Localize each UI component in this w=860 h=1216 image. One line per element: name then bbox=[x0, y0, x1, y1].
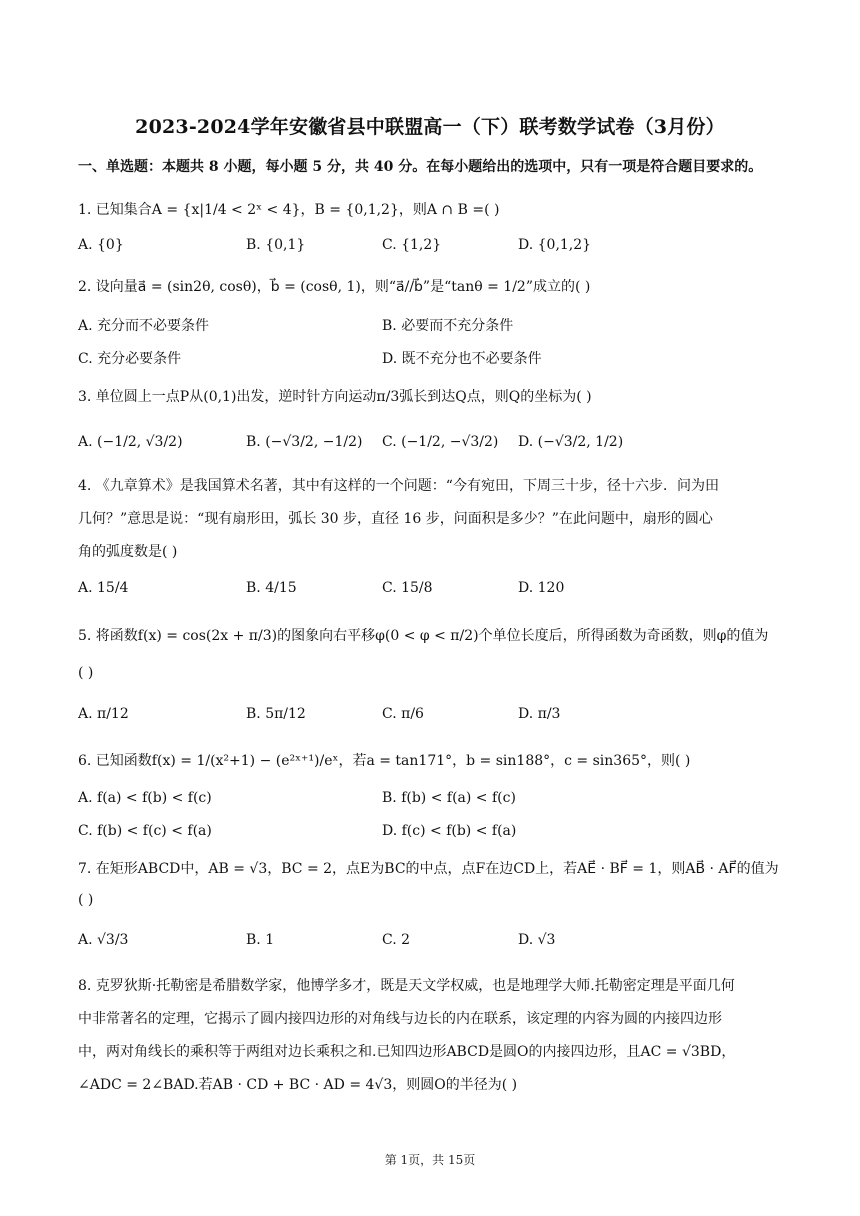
q5-option-d: D. π/3 bbox=[518, 706, 561, 722]
question-7-line-2: ( ) bbox=[78, 892, 94, 908]
question-1-line-1: 1. 已知集合A = {x|1/4 < 2ˣ < 4}，B = {0,1,2}，则A ∩ B =( ) bbox=[78, 202, 500, 218]
question-4-line-2: 几何？”意思是说：“现有扇形田，弧长 30 步，直径 16 步，问面积是多少？”在此问题中，扇形的圆心 bbox=[78, 511, 713, 527]
question-2-line-1: 2. 设向量a⃗ = (sin2θ, cosθ)，b⃗ = (cosθ, 1)，则“a⃗//b⃗”是“tanθ = 1/2”成立的( ) bbox=[78, 279, 591, 295]
q6-option-c: C. f(b) < f(c) < f(a) bbox=[78, 823, 212, 839]
q4-option-c: C. 15/8 bbox=[382, 580, 433, 596]
q6-option-a: A. f(a) < f(b) < f(c) bbox=[78, 790, 212, 806]
question-3-line-1: 3. 单位圆上一点P从(0,1)出发，逆时针方向运动π/3弧长到达Q点，则Q的坐标为( ) bbox=[78, 389, 592, 405]
q3-option-c: C. (−1/2, −√3/2) bbox=[382, 434, 499, 450]
q5-option-c: C. π/6 bbox=[382, 706, 424, 722]
q5-option-a: A. π/12 bbox=[78, 706, 129, 722]
section-heading: 一、单选题：本题共 8 小题，每小题 5 分，共 40 分。在每小题给出的选项中，只有一项是符合题目要求的。 bbox=[78, 159, 763, 175]
question-8-line-3: 中，两对角线长的乘积等于两组对边长乘积之和.已知四边形ABCD是圆O的内接四边形，且AC = √3BD， bbox=[78, 1044, 736, 1060]
q1-option-b: B. {0,1} bbox=[246, 237, 306, 253]
q4-option-a: A. 15/4 bbox=[78, 580, 129, 596]
q7-option-b: B. 1 bbox=[246, 932, 275, 948]
q4-option-d: D. 120 bbox=[518, 580, 565, 596]
question-4-line-1: 4. 《九章算术》是我国算术名著，其中有这样的一个问题：“今有宛田，下周三十步，径十六步．问为田 bbox=[78, 478, 719, 494]
q1-option-a: A. {0} bbox=[78, 237, 124, 253]
q7-option-a: A. √3/3 bbox=[78, 932, 129, 948]
question-5-line-2: ( ) bbox=[78, 665, 94, 681]
question-5-line-1: 5. 将函数f(x) = cos(2x + π/3)的图象向右平移φ(0 < φ < π/2)个单位长度后，所得函数为奇函数，则φ的值为 bbox=[78, 628, 769, 644]
q3-option-d: D. (−√3/2, 1/2) bbox=[518, 434, 624, 450]
question-4-line-3: 角的弧度数是( ) bbox=[78, 544, 178, 560]
question-6-line-1: 6. 已知函数f(x) = 1/(x²+1) − (e²ˣ⁺¹)/eˣ，若a = tan171°，b = sin188°，c = sin365°，则( ) bbox=[78, 753, 691, 769]
q2-option-b: B. 必要而不充分条件 bbox=[382, 318, 514, 334]
q2-option-a: A. 充分而不必要条件 bbox=[78, 318, 210, 334]
q2-option-c: C. 充分必要条件 bbox=[78, 351, 182, 367]
q7-option-c: C. 2 bbox=[382, 932, 411, 948]
page-footer: 第 1页，共 15页 bbox=[384, 1153, 476, 1167]
q5-option-b: B. 5π/12 bbox=[246, 706, 306, 722]
q6-option-d: D. f(c) < f(b) < f(a) bbox=[382, 823, 517, 839]
q4-option-b: B. 4/15 bbox=[246, 580, 297, 596]
question-8-line-1: 8. 克罗狄斯·托勒密是希腊数学家，他博学多才，既是天文学权威，也是地理学大师.托勒密定理是平面几何 bbox=[78, 978, 735, 994]
q6-option-b: B. f(b) < f(a) < f(c) bbox=[382, 790, 516, 806]
question-7-line-1: 7. 在矩形ABCD中，AB = √3，BC = 2，点E为BC的中点，点F在边CD上，若AE⃗ · BF⃗ = 1，则AB⃗ · AF⃗的值为 bbox=[78, 861, 779, 877]
q1-option-d: D. {0,1,2} bbox=[518, 237, 592, 253]
q3-option-a: A. (−1/2, √3/2) bbox=[78, 434, 183, 450]
question-8-line-4: ∠ADC = 2∠BAD.若AB · CD + BC · AD = 4√3，则圆O的半径为( ) bbox=[78, 1077, 518, 1093]
page-title: 2023-2024学年安徽省县中联盟高一（下）联考数学试卷（3月份） bbox=[135, 116, 725, 138]
question-8-line-2: 中非常著名的定理，它揭示了圆内接四边形的对角线与边长的内在联系，该定理的内容为圆的内接四边形 bbox=[78, 1011, 722, 1027]
q3-option-b: B. (−√3/2, −1/2) bbox=[246, 434, 363, 450]
q7-option-d: D. √3 bbox=[518, 932, 556, 948]
q2-option-d: D. 既不充分也不必要条件 bbox=[382, 351, 542, 367]
q1-option-c: C. {1,2} bbox=[382, 237, 442, 253]
